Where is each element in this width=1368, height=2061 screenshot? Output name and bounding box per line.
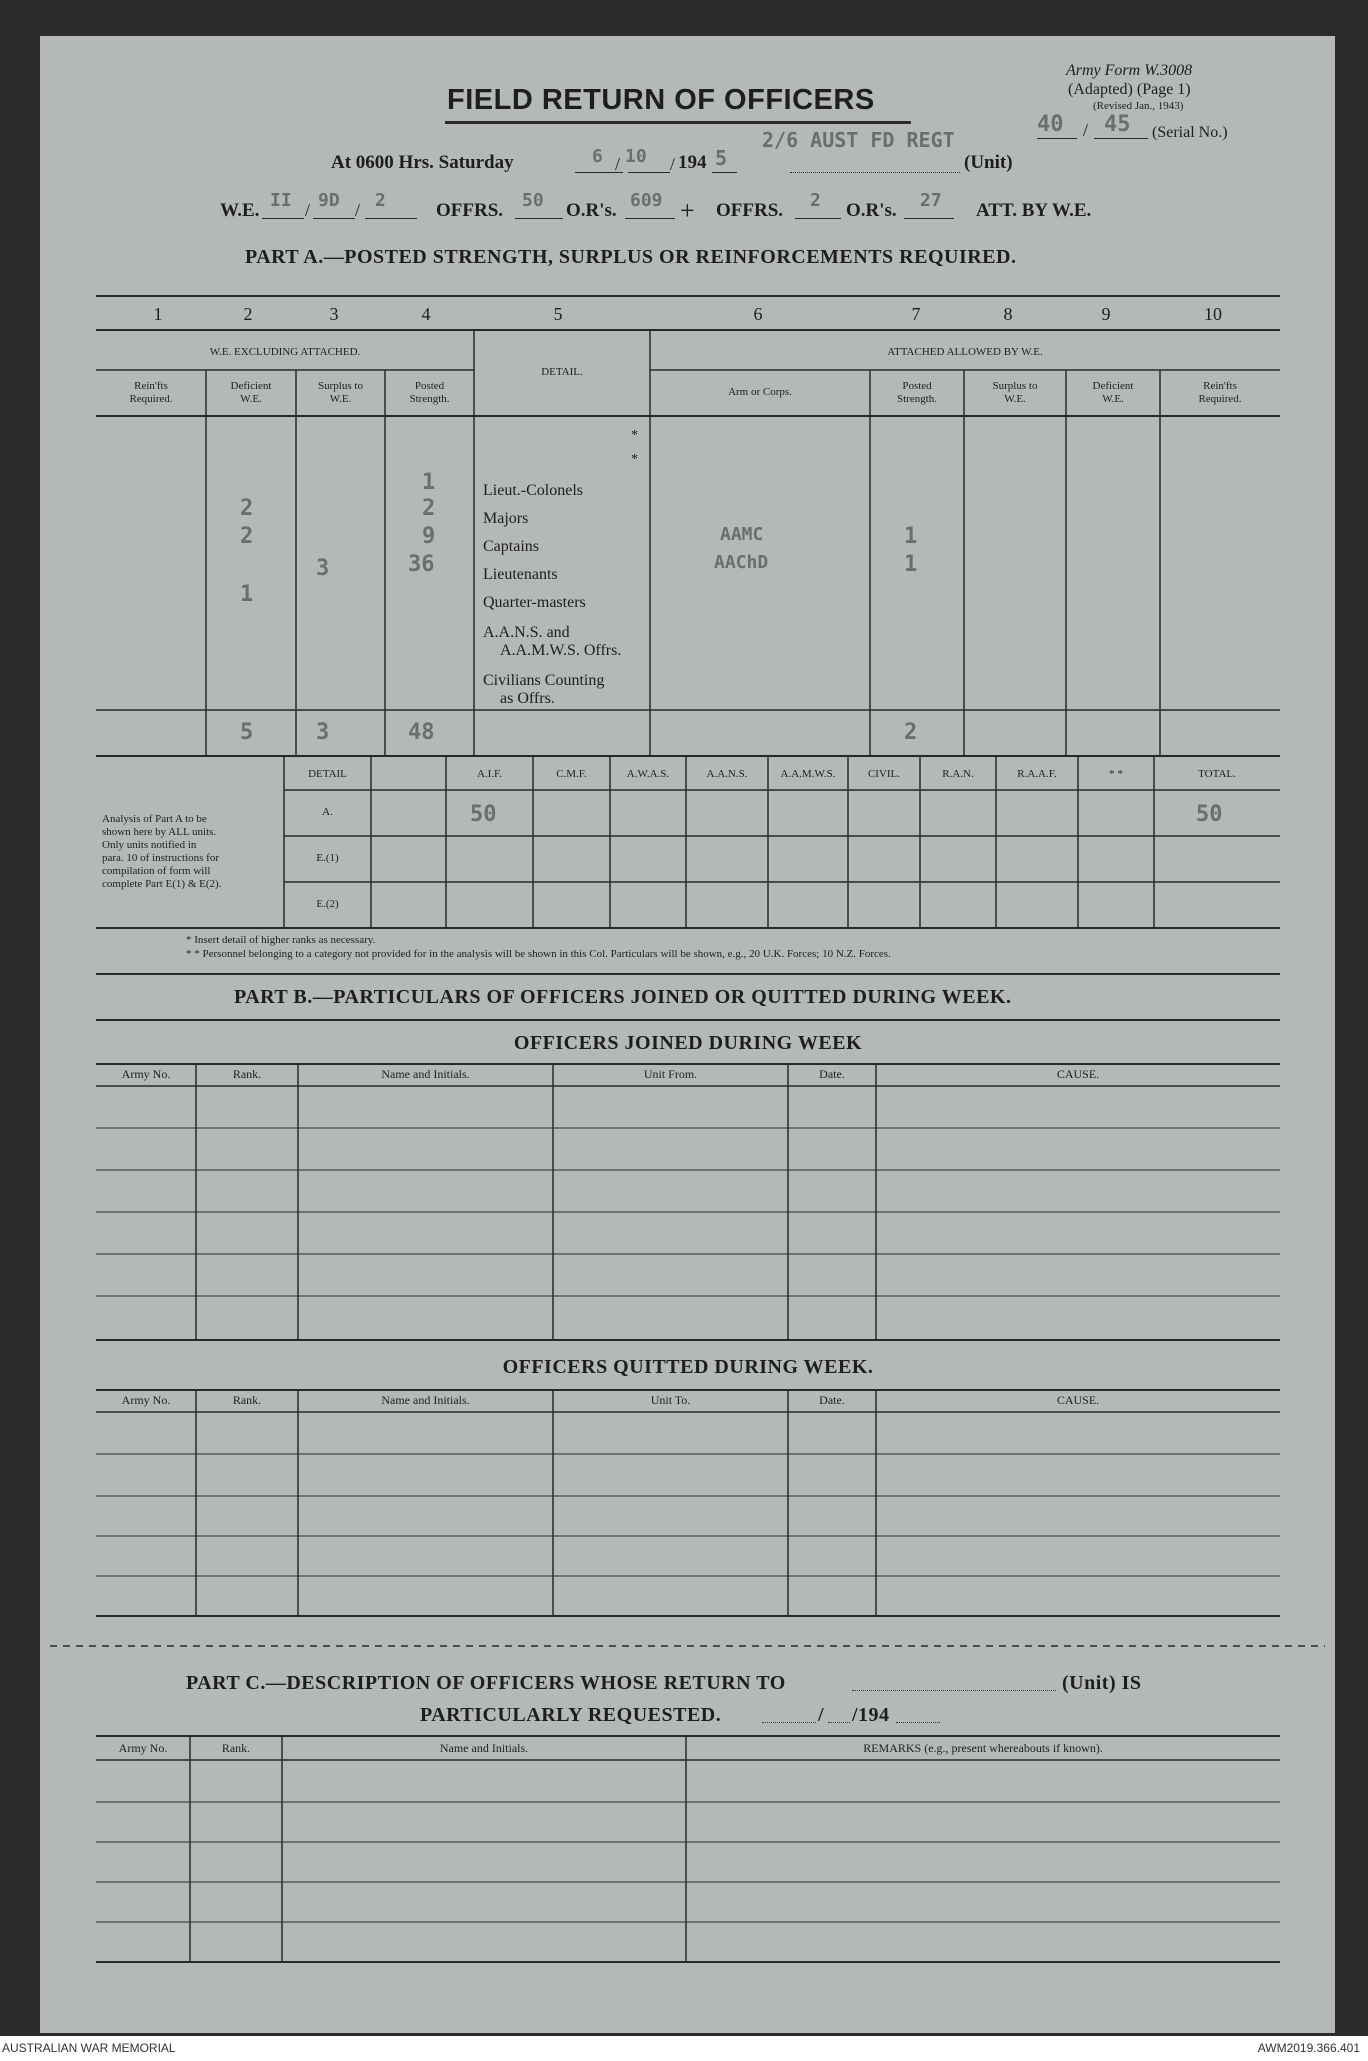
- analysis-aif-a: 50: [470, 802, 497, 827]
- analysis-header-total: TOTAL.: [1198, 768, 1236, 780]
- revised-label: (Revised Jan., 1943): [1093, 100, 1184, 112]
- col-number-3: 3: [329, 304, 339, 324]
- rank-lieut-colonels: Lieut.-Colonels: [483, 482, 583, 499]
- posted-lieut-colonels: 1: [422, 470, 436, 495]
- ors-label-1: O.R's.: [566, 200, 617, 221]
- quitted-header-cause: CAUSE.: [1056, 1393, 1100, 1407]
- joined-header-date: Date.: [819, 1067, 845, 1081]
- detail-header: DETAIL.: [541, 366, 583, 378]
- posted-majors: 2: [422, 496, 436, 521]
- posted-lieutenants: 36: [408, 552, 435, 577]
- col-number-6: 6: [753, 304, 763, 324]
- c3-line2: W.E.: [329, 393, 352, 405]
- col-number-4: 4: [421, 304, 431, 324]
- analysis-header-cmf: C.M.F.: [556, 768, 587, 780]
- at-hours-text: At 0600 Hrs. Saturday: [331, 152, 514, 173]
- c10-line1: Rein'fts: [1203, 380, 1237, 392]
- c4-line1: Posted: [414, 380, 445, 392]
- c4-line2: Strength.: [409, 393, 450, 405]
- col-number-1: 1: [153, 304, 163, 324]
- rank-civilians: Civilians Counting: [483, 672, 605, 689]
- analysis-header-aans: A.A.N.S.: [706, 768, 748, 780]
- analysis-header-awas: A.W.A.S.: [626, 768, 670, 780]
- we-value-1: II: [270, 190, 292, 211]
- we-value-2: 9D: [318, 190, 340, 211]
- c10-line2: Required.: [1198, 393, 1242, 405]
- c2-line2: W.E.: [240, 393, 262, 405]
- col-number-9: 9: [1101, 304, 1111, 324]
- analysis-row-a: A.: [322, 806, 333, 818]
- part-c-title: PART C.—DESCRIPTION OF OFFICERS WHOSE RETURN TO: [186, 1672, 786, 1694]
- quitted-title: OFFICERS QUITTED DURING WEEK.: [502, 1356, 874, 1378]
- c1-line2: Required.: [129, 393, 173, 405]
- rank-majors: Majors: [483, 510, 529, 527]
- joined-header-army-no: Army No.: [121, 1067, 171, 1081]
- col-number-8: 8: [1003, 304, 1013, 324]
- arm-corps-aamc: AAMC: [720, 524, 764, 545]
- asterisk-2: *: [631, 452, 638, 467]
- surplus-lieutenants: 3: [316, 556, 330, 581]
- analysis-row-e2: E.(2): [316, 898, 339, 910]
- offrs-label-2: OFFRS.: [716, 200, 784, 221]
- total-posted: 48: [408, 720, 435, 745]
- offrs-value-2: 2: [810, 190, 821, 211]
- att-by-we-label: ATT. BY W.E.: [976, 200, 1092, 221]
- analysis-header-aamws: A.A.M.W.S.: [780, 768, 836, 780]
- deficient-captains: 2: [240, 524, 254, 549]
- footnote-2: * * Personnel belonging to a category not provided for in the analysis will be shown in this Col. Particulars will be shown, e.g., 20 U.K. Forces; 10 N.Z. Forces.: [186, 948, 891, 960]
- we-value-3: 2: [375, 190, 386, 211]
- day-value: 6: [592, 146, 603, 167]
- col-number-7: 7: [911, 304, 921, 324]
- we-label: W.E.: [220, 200, 260, 221]
- rank-civilians-2: as Offrs.: [500, 690, 555, 707]
- analysis-header-detail: DETAIL: [308, 768, 347, 780]
- ors-value-2: 27: [920, 190, 942, 211]
- partc-header-remarks: REMARKS (e.g., present whereabouts if known).: [863, 1741, 1103, 1755]
- partc-header-name: Name and Initials.: [439, 1741, 529, 1755]
- c2-line1: Deficient: [230, 380, 272, 392]
- year-suffix: 5: [715, 146, 728, 170]
- c3-line1: Surplus to: [318, 380, 363, 392]
- analysis-header-aif: A.I.F.: [476, 768, 503, 780]
- form-title: FIELD RETURN OF OFFICERS: [447, 84, 875, 116]
- c6-header: Arm or Corps.: [728, 386, 792, 398]
- col-number-2: 2: [243, 304, 253, 324]
- total-deficient: 5: [240, 720, 254, 745]
- part-a-title: PART A.—POSTED STRENGTH, SURPLUS OR REINFORCEMENTS REQUIRED.: [245, 246, 1017, 268]
- year-prefix: 194: [678, 152, 707, 173]
- joined-header-unit-from: Unit From.: [643, 1067, 698, 1081]
- analysis-note: Analysis of Part A to be shown here by ALL units. Only units notified in para. 10 of instructions for compilation of form will complete Part E(1) & E(2).: [102, 813, 222, 890]
- quitted-header-unit-to: Unit To.: [650, 1393, 691, 1407]
- analysis-header-other: * *: [1109, 768, 1123, 780]
- c9-line2: W.E.: [1102, 393, 1124, 405]
- month-value: 10: [625, 146, 647, 167]
- plus-sign: +: [680, 196, 695, 225]
- joined-title: OFFICERS JOINED DURING WEEK: [513, 1032, 863, 1054]
- analysis-header-civil: CIVIL.: [867, 768, 901, 780]
- deficient-majors: 2: [240, 496, 254, 521]
- army-form-label: Army Form W.3008: [1066, 62, 1193, 79]
- analysis-row-e1: E.(1): [316, 852, 339, 864]
- rank-lieutenants: Lieutenants: [483, 566, 558, 583]
- unit-value: 2/6 AUST FD REGT: [762, 128, 955, 152]
- total-surplus: 3: [316, 720, 330, 745]
- part-c-requested: PARTICULARLY REQUESTED.: [420, 1704, 722, 1726]
- c8-line1: Surplus to: [992, 380, 1038, 392]
- offrs-label-1: OFFRS.: [436, 200, 504, 221]
- posted-captains: 9: [422, 524, 436, 549]
- serial-label: (Serial No.): [1152, 124, 1228, 141]
- partc-header-army-no: Army No.: [118, 1741, 168, 1755]
- quitted-header-army-no: Army No.: [121, 1393, 171, 1407]
- c7-line1: Posted: [902, 380, 932, 392]
- attached-allowed-header: ATTACHED ALLOWED BY W.E.: [887, 346, 1043, 358]
- unit-label: (Unit): [964, 152, 1013, 173]
- c8-line2: W.E.: [1004, 393, 1026, 405]
- total-att-posted: 2: [904, 720, 918, 745]
- c7-line2: Strength.: [896, 393, 938, 405]
- partc-header-rank: Rank.: [221, 1741, 251, 1755]
- rank-aans: A.A.N.S. and: [483, 624, 570, 641]
- joined-header-name: Name and Initials.: [381, 1067, 470, 1081]
- serial-value-1: 40: [1037, 112, 1064, 137]
- serial-value-2: 45: [1104, 112, 1131, 137]
- analysis-total-a: 50: [1196, 802, 1223, 827]
- rank-captains: Captains: [483, 538, 539, 555]
- col-number-10: 10: [1204, 304, 1222, 324]
- rank-quarter-masters: Quarter-masters: [483, 594, 586, 611]
- part-b-title: PART B.—PARTICULARS OF OFFICERS JOINED OR QUITTED DURING WEEK.: [234, 986, 1012, 1008]
- rank-aamws: A.A.M.W.S. Offrs.: [500, 642, 622, 659]
- footer-right: AWM2019.366.401: [1257, 2041, 1360, 2055]
- quitted-header-name: Name and Initials.: [381, 1393, 470, 1407]
- footer-left: AUSTRALIAN WAR MEMORIAL: [2, 2041, 176, 2055]
- c9-line1: Deficient: [1092, 380, 1134, 392]
- footnote-1: * Insert detail of higher ranks as necessary.: [186, 934, 376, 946]
- adapted-label: (Adapted) (Page 1): [1068, 81, 1191, 98]
- att-posted-aamc: 1: [904, 524, 918, 549]
- part-c-unit-is: (Unit) IS: [1062, 1672, 1142, 1694]
- quitted-header-date: Date.: [819, 1393, 845, 1407]
- arm-corps-aachd: AAChD: [714, 552, 769, 573]
- joined-header-cause: CAUSE.: [1056, 1067, 1100, 1081]
- deficient-quartermasters: 1: [240, 582, 254, 607]
- quitted-header-rank: Rank.: [232, 1393, 262, 1407]
- ors-value-1: 609: [630, 190, 663, 211]
- att-posted-aachd: 1: [904, 552, 918, 577]
- we-excluding-header: W.E. EXCLUDING ATTACHED.: [209, 346, 361, 358]
- ors-label-2: O.R's.: [846, 200, 897, 221]
- analysis-header-ran: R.A.N.: [942, 768, 974, 780]
- col-number-5: 5: [553, 304, 563, 324]
- part-c-year: /194: [852, 1704, 890, 1726]
- joined-header-rank: Rank.: [232, 1067, 262, 1081]
- analysis-header-raaf: R.A.A.F.: [1017, 768, 1057, 780]
- archive-footer: [0, 2036, 1368, 2061]
- c1-line1: Rein'fts: [134, 380, 168, 392]
- asterisk-1: *: [631, 428, 638, 443]
- offrs-value-1: 50: [522, 190, 544, 211]
